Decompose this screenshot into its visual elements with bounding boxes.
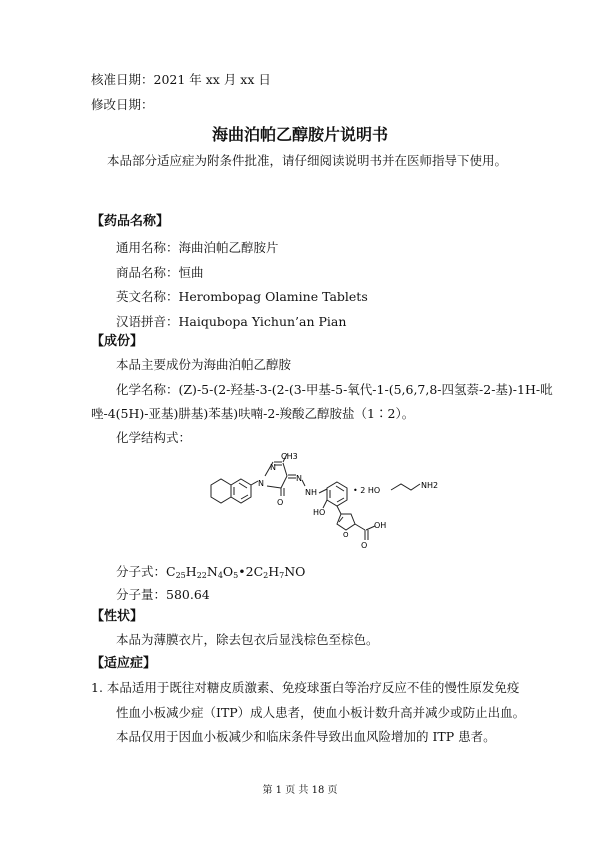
indication-line1: 1. 本品适用于既往对糖皮质激素、免疫球蛋白等治疗反应不佳的慢性原发免疫 — [91, 680, 520, 695]
carboxyl-o-label: O — [361, 541, 368, 550]
trade-name: 商品名称：恒曲 — [116, 265, 204, 280]
page-number-footer: 第 1 页 共 18 页 — [262, 785, 338, 796]
chemical-structure-diagram — [195, 448, 445, 558]
approval-notice: 本品部分适应症为附条件批准，请仔细阅读说明书并在医师指导下使用。 — [107, 153, 508, 168]
molecular-weight: 分子量：580.64 — [116, 587, 210, 602]
section-heading-drug-name: 【药品名称】 — [91, 214, 170, 229]
section-heading-properties: 【性状】 — [91, 609, 144, 624]
approval-date: 核准日期：2021 年 xx 月 xx 日 — [91, 72, 271, 87]
nitrogen-3-label: N — [296, 474, 302, 483]
pinyin-name: 汉语拼音：Haiqubopa Yichun’an Pian — [116, 314, 347, 329]
nh-label: NH — [305, 488, 317, 497]
section-heading-indications: 【适应症】 — [91, 656, 157, 671]
methyl-label: CH3 — [281, 452, 298, 461]
indication-line3: 本品仅用于因血小板减少和临床条件导致出血风险增加的 ITP 患者。 — [116, 729, 496, 744]
chemical-name-line1: 化学名称：(Z)-5-(2-羟基-3-(2-(3-甲基-5-氧代-1-(5,6,7,8-四氢萘-2-基)-1H-吡 — [116, 382, 553, 397]
properties-text: 本品为薄膜衣片，除去包衣后显浅棕色至棕色。 — [116, 632, 379, 647]
hydroxy-label: HO — [313, 508, 326, 517]
structure-label: 化学结构式： — [116, 430, 192, 445]
section-heading-composition: 【成份】 — [91, 334, 144, 349]
indication-line2: 性血小板减少症（ITP）成人患者，使血小板计数升高并减少或防止出血。 — [116, 705, 526, 720]
english-name: 英文名称：Herombopag Olamine Tablets — [116, 289, 368, 304]
chemical-name-line2: 唑-4(5H)-亚基)肼基)苯基)呋喃-2-羧酸乙醇胺盐（1∶2）。 — [91, 406, 415, 421]
page-title: 海曲泊帕乙醇胺片说明书 — [211, 125, 388, 144]
molecular-formula: 分子式：$C_{25}H_{22}N_4O_5•2C_2H_7NO$ — [116, 564, 306, 580]
main-ingredient: 本品主要成份为海曲泊帕乙醇胺 — [116, 357, 292, 372]
salt-label: • 2 HO — [353, 486, 381, 495]
nitrogen-1-label: N — [258, 479, 264, 488]
furan-oxygen-label: O — [343, 531, 349, 539]
formula-label: 分子式： — [116, 564, 167, 579]
oxo-label: O — [277, 498, 284, 507]
nitrogen-2-label: N — [270, 463, 276, 472]
generic-name: 通用名称：海曲泊帕乙醇胺片 — [116, 240, 279, 255]
carboxyl-oh-label: OH — [374, 521, 387, 530]
revision-date: 修改日期： — [91, 97, 154, 112]
amine-label: NH2 — [421, 481, 439, 490]
